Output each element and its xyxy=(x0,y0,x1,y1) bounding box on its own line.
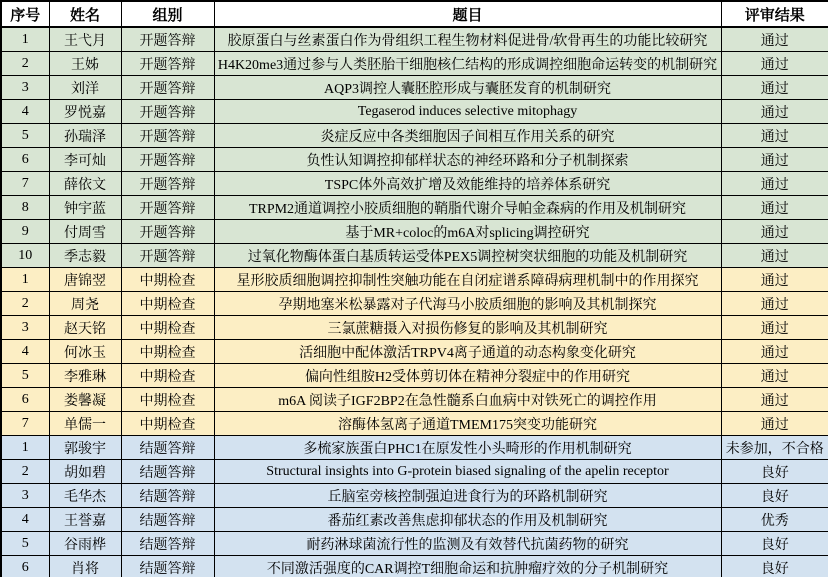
student-name-cell[interactable]: 薛依文 xyxy=(49,172,121,196)
review-result-cell[interactable]: 良好 xyxy=(721,556,828,577)
group-label-cell[interactable]: 开题答辩 xyxy=(121,27,214,52)
row-number-cell[interactable]: 4 xyxy=(1,340,49,364)
row-number-cell[interactable]: 6 xyxy=(1,388,49,412)
review-result-cell[interactable]: 通过 xyxy=(721,268,828,292)
group-label-cell[interactable]: 中期检查 xyxy=(121,412,214,436)
group-label-cell[interactable]: 中期检查 xyxy=(121,388,214,412)
row-number-cell[interactable]: 5 xyxy=(1,364,49,388)
group-label-cell[interactable]: 开题答辩 xyxy=(121,244,214,268)
table-row xyxy=(1,76,828,100)
project-title-cell[interactable]: 基于MR+coloc的m6A对splicing调控研究 xyxy=(214,220,721,244)
student-name-cell[interactable]: 王姊 xyxy=(49,52,121,76)
table-row xyxy=(1,556,828,577)
review-result-cell[interactable]: 良好 xyxy=(721,484,828,508)
project-title-cell[interactable]: 丘脑室旁核控制强迫进食行为的环路机制研究 xyxy=(214,484,721,508)
review-result-cell[interactable]: 未参加，不合格 xyxy=(721,436,828,460)
student-name-cell[interactable]: 王弋月 xyxy=(49,27,121,52)
row-number-cell[interactable]: 1 xyxy=(1,27,49,52)
student-name-cell[interactable]: 周尧 xyxy=(49,292,121,316)
project-title-cell[interactable]: m6A 阅读子IGF2BP2在急性髓系白血病中对铁死亡的调控作用 xyxy=(214,388,721,412)
table-row xyxy=(1,532,828,556)
student-name-cell[interactable]: 毛华杰 xyxy=(49,484,121,508)
review-result-cell[interactable]: 通过 xyxy=(721,220,828,244)
review-result-cell[interactable]: 通过 xyxy=(721,52,828,76)
group-label-cell[interactable]: 结题答辩 xyxy=(121,532,214,556)
table-row xyxy=(1,244,828,268)
group-label-cell[interactable]: 开题答辩 xyxy=(121,148,214,172)
project-title-cell[interactable]: 溶酶体氢离子通道TMEM175突变功能研究 xyxy=(214,412,721,436)
project-title-cell[interactable]: Tegaserod induces selective mitophagy xyxy=(214,100,721,124)
student-name-cell[interactable]: 刘洋 xyxy=(49,76,121,100)
row-number-cell[interactable]: 2 xyxy=(1,52,49,76)
group-label-cell[interactable]: 中期检查 xyxy=(121,268,214,292)
review-result-cell[interactable]: 通过 xyxy=(721,148,828,172)
student-name-cell[interactable]: 孙瑞泽 xyxy=(49,124,121,148)
review-result-cell[interactable]: 通过 xyxy=(721,27,828,52)
review-result-cell[interactable]: 通过 xyxy=(721,364,828,388)
table-row xyxy=(1,196,828,220)
table-row xyxy=(1,436,828,460)
row-number-cell[interactable]: 6 xyxy=(1,556,49,577)
review-result-cell[interactable]: 通过 xyxy=(721,124,828,148)
row-number-cell[interactable]: 1 xyxy=(1,268,49,292)
student-name-cell[interactable]: 李雅琳 xyxy=(49,364,121,388)
row-number-cell[interactable]: 3 xyxy=(1,76,49,100)
student-name-cell[interactable]: 单儒一 xyxy=(49,412,121,436)
project-title-cell[interactable]: 孕期地塞米松暴露对子代海马小胶质细胞的影响及其机制探究 xyxy=(214,292,721,316)
table-row xyxy=(1,124,828,148)
row-number-cell[interactable]: 2 xyxy=(1,292,49,316)
table-row xyxy=(1,27,828,52)
group-label-cell[interactable]: 结题答辩 xyxy=(121,508,214,532)
table-row xyxy=(1,508,828,532)
table-body xyxy=(1,27,828,577)
header-row xyxy=(1,1,828,27)
student-name-cell[interactable]: 季志毅 xyxy=(49,244,121,268)
review-result-cell[interactable]: 通过 xyxy=(721,100,828,124)
review-result-cell[interactable]: 通过 xyxy=(721,196,828,220)
column-header-result: 评审结果 xyxy=(721,1,828,27)
review-result-cell[interactable]: 通过 xyxy=(721,292,828,316)
student-name-cell[interactable]: 赵天铭 xyxy=(49,316,121,340)
group-label-cell[interactable]: 中期检查 xyxy=(121,292,214,316)
review-result-cell[interactable]: 通过 xyxy=(721,76,828,100)
table-row xyxy=(1,148,828,172)
student-name-cell[interactable]: 李可灿 xyxy=(49,148,121,172)
student-name-cell[interactable]: 娄馨凝 xyxy=(49,388,121,412)
group-label-cell[interactable]: 开题答辩 xyxy=(121,100,214,124)
review-result-cell[interactable]: 通过 xyxy=(721,412,828,436)
row-number-cell[interactable]: 7 xyxy=(1,172,49,196)
student-name-cell[interactable]: 罗悦嘉 xyxy=(49,100,121,124)
row-number-cell[interactable]: 7 xyxy=(1,412,49,436)
group-label-cell[interactable]: 结题答辩 xyxy=(121,484,214,508)
table-row xyxy=(1,172,828,196)
table-row xyxy=(1,340,828,364)
project-title-cell[interactable]: H4K20me3通过参与人类胚胎干细胞核仁结构的形成调控细胞命运转变的机制研究 xyxy=(214,52,721,76)
project-title-cell[interactable]: 胶原蛋白与丝素蛋白作为骨组织工程生物材料促进骨/软骨再生的功能比较研究 xyxy=(214,27,721,52)
row-number-cell[interactable]: 10 xyxy=(1,244,49,268)
project-title-cell[interactable]: 过氧化物酶体蛋白基质转运受体PEX5调控树突状细胞的功能及机制研究 xyxy=(214,244,721,268)
column-header-name: 姓名 xyxy=(49,1,121,27)
table-row xyxy=(1,52,828,76)
project-title-cell[interactable]: 星形胶质细胞调控抑制性突触功能在自闭症谱系障碍病理机制中的作用探究 xyxy=(214,268,721,292)
row-number-cell[interactable]: 1 xyxy=(1,436,49,460)
review-result-cell[interactable]: 良好 xyxy=(721,532,828,556)
group-label-cell[interactable]: 中期检查 xyxy=(121,364,214,388)
project-title-cell[interactable]: 偏向性组胺H2受体剪切体在精神分裂症中的作用研究 xyxy=(214,364,721,388)
project-title-cell[interactable]: Structural insights into G-protein biased signaling of the apelin receptor xyxy=(214,460,721,484)
table-row xyxy=(1,292,828,316)
row-number-cell[interactable]: 8 xyxy=(1,196,49,220)
project-title-cell[interactable]: 负性认知调控抑郁样状态的神经环路和分子机制探索 xyxy=(214,148,721,172)
review-result-cell[interactable]: 优秀 xyxy=(721,508,828,532)
project-title-cell[interactable]: TRPM2通道调控小胶质细胞的鞘脂代谢介导帕金森病的作用及机制研究 xyxy=(214,196,721,220)
student-name-cell[interactable]: 胡如碧 xyxy=(49,460,121,484)
group-label-cell[interactable]: 开题答辩 xyxy=(121,76,214,100)
row-number-cell[interactable]: 4 xyxy=(1,100,49,124)
row-number-cell[interactable]: 9 xyxy=(1,220,49,244)
column-header-number: 序号 xyxy=(1,1,49,27)
table-row xyxy=(1,388,828,412)
student-name-cell[interactable]: 付周雪 xyxy=(49,220,121,244)
row-number-cell[interactable]: 5 xyxy=(1,124,49,148)
project-title-cell[interactable]: 炎症反应中各类细胞因子间相互作用关系的研究 xyxy=(214,124,721,148)
project-title-cell[interactable]: 活细胞中配体激活TRPV4离子通道的动态构象变化研究 xyxy=(214,340,721,364)
student-name-cell[interactable]: 唐锦翌 xyxy=(49,268,121,292)
project-title-cell[interactable]: 不同激活强度的CAR调控T细胞命运和抗肿瘤疗效的分子机制研究 xyxy=(214,556,721,577)
project-title-cell[interactable]: 三氯蔗糖摄入对损伤修复的影响及其机制研究 xyxy=(214,316,721,340)
group-label-cell[interactable]: 开题答辩 xyxy=(121,172,214,196)
review-result-cell[interactable]: 通过 xyxy=(721,244,828,268)
table-row xyxy=(1,100,828,124)
student-name-cell[interactable]: 何冰玉 xyxy=(49,340,121,364)
row-number-cell[interactable]: 3 xyxy=(1,316,49,340)
table-row xyxy=(1,268,828,292)
review-result-cell[interactable]: 通过 xyxy=(721,388,828,412)
student-name-cell[interactable]: 郭骏宇 xyxy=(49,436,121,460)
table-row xyxy=(1,412,828,436)
row-number-cell[interactable]: 3 xyxy=(1,484,49,508)
row-number-cell[interactable]: 4 xyxy=(1,508,49,532)
row-number-cell[interactable]: 5 xyxy=(1,532,49,556)
group-label-cell[interactable]: 开题答辩 xyxy=(121,52,214,76)
group-label-cell[interactable]: 结题答辩 xyxy=(121,460,214,484)
column-header-title: 题目 xyxy=(214,1,721,27)
project-title-cell[interactable]: 耐药淋球菌流行性的监测及有效替代抗菌药物的研究 xyxy=(214,532,721,556)
table-row xyxy=(1,364,828,388)
student-name-cell[interactable]: 钟宇蓝 xyxy=(49,196,121,220)
table-row xyxy=(1,484,828,508)
review-result-cell[interactable]: 良好 xyxy=(721,460,828,484)
group-label-cell[interactable]: 开题答辩 xyxy=(121,124,214,148)
project-title-cell[interactable]: TSPC体外高效扩增及效能维持的培养体系研究 xyxy=(214,172,721,196)
project-title-cell[interactable]: 多梳家族蛋白PHC1在原发性小头畸形的作用机制研究 xyxy=(214,436,721,460)
group-label-cell[interactable]: 中期检查 xyxy=(121,316,214,340)
table-row xyxy=(1,220,828,244)
review-result-cell[interactable]: 通过 xyxy=(721,340,828,364)
student-name-cell[interactable]: 谷雨桦 xyxy=(49,532,121,556)
table-header xyxy=(1,1,828,27)
review-result-cell[interactable]: 通过 xyxy=(721,316,828,340)
group-label-cell[interactable]: 开题答辩 xyxy=(121,220,214,244)
table-row xyxy=(1,460,828,484)
project-title-cell[interactable]: 番茄红素改善焦虑抑郁状态的作用及机制研究 xyxy=(214,508,721,532)
row-number-cell[interactable]: 6 xyxy=(1,148,49,172)
review-result-cell[interactable]: 通过 xyxy=(721,172,828,196)
row-number-cell[interactable]: 2 xyxy=(1,460,49,484)
group-label-cell[interactable]: 中期检查 xyxy=(121,340,214,364)
table-row xyxy=(1,316,828,340)
group-label-cell[interactable]: 结题答辩 xyxy=(121,556,214,577)
student-name-cell[interactable]: 王誉嘉 xyxy=(49,508,121,532)
group-label-cell[interactable]: 开题答辩 xyxy=(121,196,214,220)
column-header-group: 组别 xyxy=(121,1,214,27)
student-name-cell[interactable]: 肖将 xyxy=(49,556,121,577)
project-title-cell[interactable]: AQP3调控人囊胚腔形成与囊胚发育的机制研究 xyxy=(214,76,721,100)
group-label-cell[interactable]: 结题答辩 xyxy=(121,436,214,460)
